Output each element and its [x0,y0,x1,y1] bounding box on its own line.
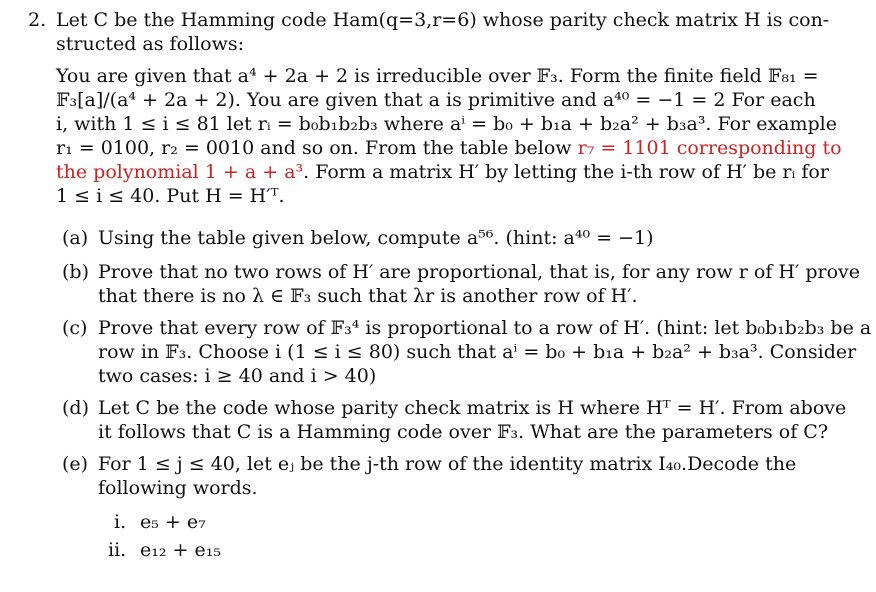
part-c-label: (c) [62,317,88,339]
setup-line-2: 𝔽₃[a]/(a⁴ + 2a + 2). You are given that a is primitive and a⁴⁰ = −1 = 2 For each [56,89,816,111]
part-e-line-2: following words. [98,477,258,499]
part-b-line-1: Prove that no two rows of H′ are proportional, that is, for any row r of H′ prove [98,261,860,283]
problem-number: 2. [28,9,47,31]
part-e-item-1-label: i. [114,511,127,533]
part-b-label: (b) [62,261,89,283]
part-e-item-2-label: ii. [108,539,127,561]
part-a-label: (a) [62,227,89,249]
part-e-item-2-text: e₁₂ + e₁₅ [140,539,221,561]
setup-line-3: i, with 1 ≤ i ≤ 81 let rᵢ = b₀b₁b₂b₃ where aⁱ = b₀ + b₁a + b₂a² + b₃a³. For example [56,113,838,135]
setup-line-4 [56,136,842,160]
part-c-line-1: Prove that every row of 𝔽₃⁴ is proportional to a row of H′. (hint: let b₀b₁b₂b₃ be a [98,317,872,339]
part-c-line-3: two cases: i ≥ 40 and i > 40) [98,365,377,387]
setup-line-5 [56,160,829,184]
part-d-line-1: Let C be the code whose parity check matrix is H where Hᵀ = H′. From above [98,397,847,419]
setup-line-6: 1 ≤ i ≤ 40. Put H = H′ᵀ. [56,185,285,207]
part-d-label: (d) [62,397,89,419]
polynomial-highlight: the polynomial 1 + a + a³ [56,161,304,183]
part-e-item-1-text: e₅ + e₇ [140,511,206,533]
part-e-label: (e) [62,453,89,475]
part-e-line-1: For 1 ≤ j ≤ 40, let eⱼ be the j-th row of the identity matrix I₄₀.Decode the [98,453,797,475]
part-a-line-1: Using the table given below, compute a⁵⁶. (hint: a⁴⁰ = −1) [98,227,654,249]
part-b-line-2: that there is no λ ∈ 𝔽₃ such that λr is another row of H′. [98,285,638,307]
intro-line-2: structed as follows: [56,33,245,55]
setup-line-5-text: . Form a matrix H′ by letting the i-th row of H′ be rᵢ for [303,161,829,183]
intro-line-1: Let C be the Hamming code Ham(q=3,r=6) whose parity check matrix H is con- [56,9,830,31]
setup-line-1: You are given that a⁴ + 2a + 2 is irreducible over 𝔽₃. Form the finite field 𝔽₈₁ = [56,65,819,87]
part-d-line-2: it follows that C is a Hamming code over 𝔽₃. What are the parameters of C? [98,421,829,443]
r7-highlight: r₇ = 1101 corresponding to [577,137,842,159]
part-c-line-2: row in 𝔽₃. Choose i (1 ≤ i ≤ 80) such that aⁱ = b₀ + b₁a + b₂a² + b₃a³. Consider [98,341,857,363]
setup-line-4-text: r₁ = 0100, r₂ = 0010 and so on. From the table below [56,137,578,159]
